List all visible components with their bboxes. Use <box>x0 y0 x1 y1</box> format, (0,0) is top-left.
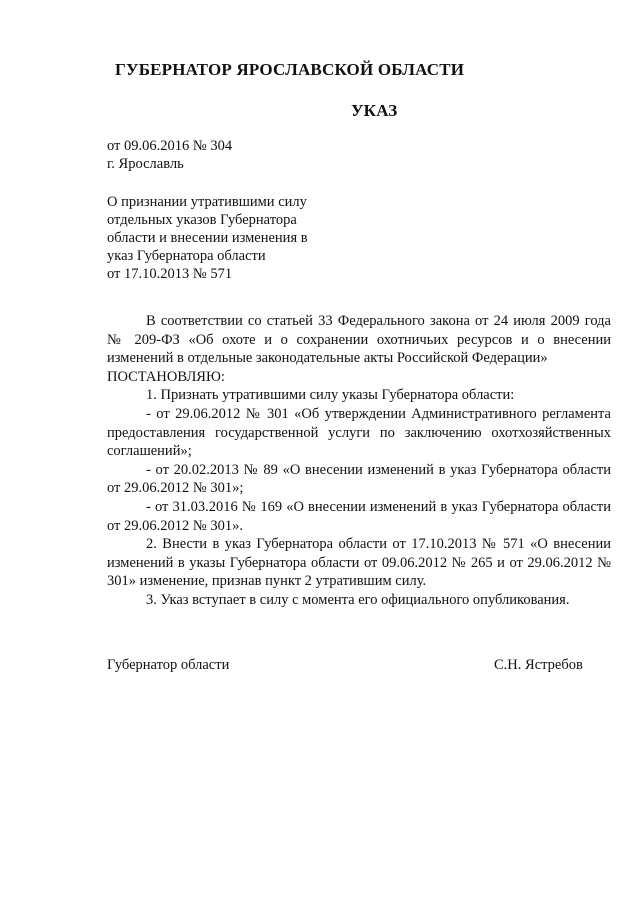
item-1-intro: 1. Признать утратившими силу указы Губернатора области: <box>146 387 515 404</box>
document-subject <box>107 193 347 283</box>
document-body <box>107 312 611 610</box>
subject-line: указ Губернатора области <box>107 248 266 264</box>
preamble-paragraph: В соответствии со статьей 33 Федерального закона от 24 июля 2009 года № 209-ФЗ «Об охоте и о сохранении охотничьих ресурсов и о внесении изменений в отдельные законодательные акты Российской Федерации» <box>107 313 611 367</box>
signature-name: С.Н. Ястребов <box>494 657 583 673</box>
item-1-c: - от 31.03.2016 № 169 «О внесении изменений в указ Губернатора области от 29.06.2012 № 301». <box>107 498 611 534</box>
document-type-heading: УКАЗ <box>351 101 398 120</box>
subject-line: отдельных указов Губернатора <box>107 212 297 228</box>
subject-line: области и внесении изменения в <box>107 230 308 246</box>
item-1-b: - от 20.02.2013 № 89 «О внесении изменений в указ Губернатора области от 29.06.2012 № 301»; <box>107 461 611 497</box>
decree-word: ПОСТАНОВЛЯЮ: <box>107 368 225 385</box>
item-2: 2. Внести в указ Губернатора области от 17.10.2013 № 571 «О внесении изменений в указы Губернатора области от 09.06.2012 № 265 и от 29.06.2012 № 301» изменение, признав пункт 2 утратившим силу. <box>107 536 611 590</box>
subject-line: О признании утратившими силу <box>107 194 307 210</box>
document-authority-heading: ГУБЕРНАТОР ЯРОСЛАВСКОЙ ОБЛАСТИ <box>115 60 465 79</box>
document-date-number: от 09.06.2016 № 304 <box>107 138 233 154</box>
subject-line: от 17.10.2013 № 571 <box>107 266 233 282</box>
document-city: г. Ярославль <box>107 156 184 172</box>
signature-position: Губернатор области <box>107 657 230 673</box>
item-1-a: - от 29.06.2012 № 301 «Об утверждении Административного регламента предоставления государственной услуги по заключению охотхозяйственных соглашений»; <box>107 405 611 460</box>
item-3: 3. Указ вступает в силу с момента его официального опубликования. <box>146 591 570 608</box>
